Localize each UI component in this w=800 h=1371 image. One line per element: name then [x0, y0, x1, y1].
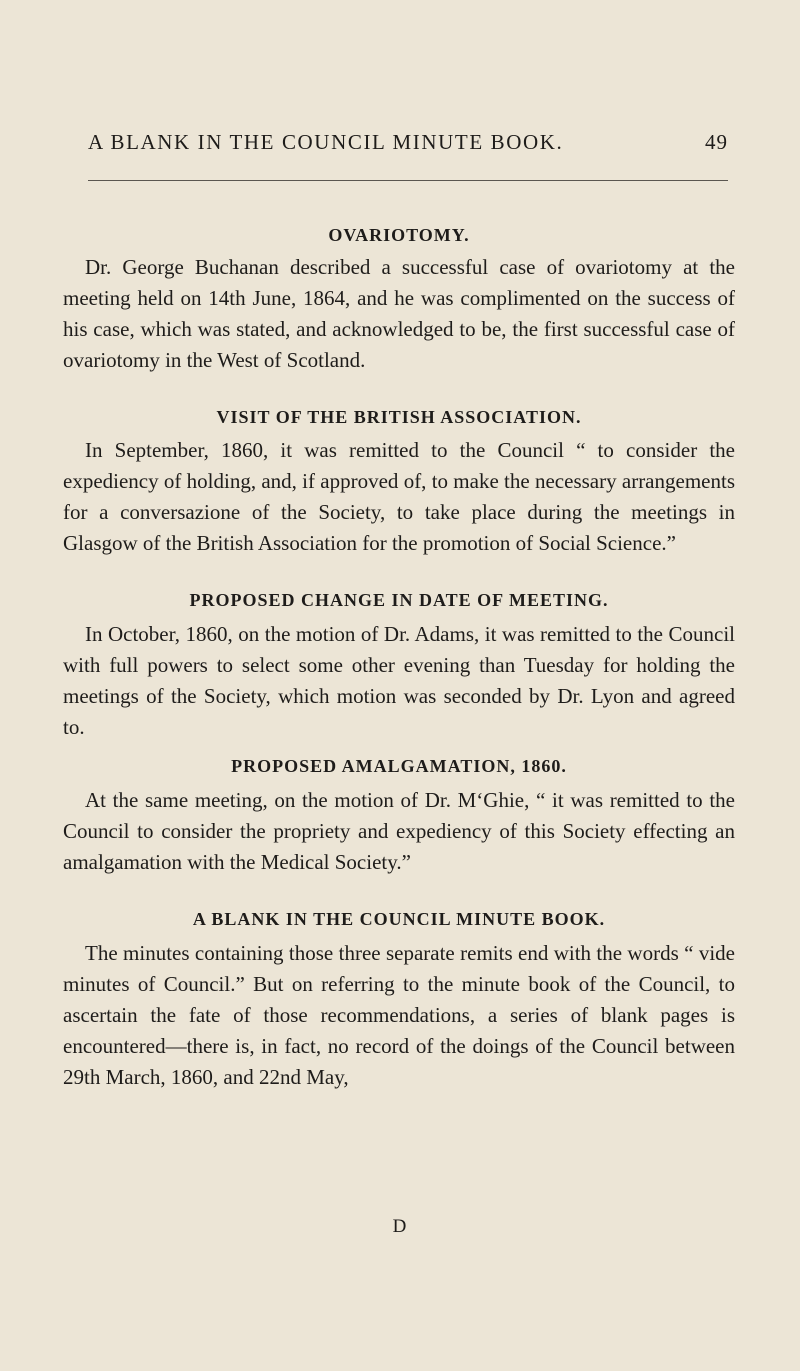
section-ovariotomy — [63, 222, 735, 376]
running-title: A BLANK IN THE COUNCIL MINUTE BOOK. — [88, 130, 564, 154]
section-blank-minute-book — [63, 906, 735, 1093]
signature-mark: D — [392, 1216, 408, 1237]
section-paragraph: In October, 1860, on the motion of Dr. Adams, it was remitted to the Council with full powers to select some other evening than Tuesday for holding the meetings of the Society, which motion was seconded by Dr. Lyon and agreed to. — [63, 622, 735, 739]
section-heading: VISIT OF THE BRITISH ASSOCIATION. — [216, 407, 582, 427]
running-head — [88, 126, 728, 168]
section-heading: A BLANK IN THE COUNCIL MINUTE BOOK. — [192, 909, 606, 929]
section-paragraph: Dr. George Buchanan described a successful case of ovariotomy at the meeting held on 14th June, 1864, and he was complimented on the success of his case, which was stated, and acknowledged to be, the first successful case of ovariotomy in the West of Scotland. — [63, 255, 735, 372]
section-amalgamation — [63, 753, 735, 878]
header-rule — [88, 180, 728, 181]
section-heading: PROPOSED CHANGE IN DATE OF MEETING. — [189, 590, 609, 610]
section-british-association — [63, 404, 735, 559]
page-number: 49 — [705, 130, 728, 154]
section-paragraph: In September, 1860, it was remitted to the Council “ to consider the expediency of holding, and, if approved of, to make the necessary arrangements for a conversazione of the Society, to take place during the meetings in Glasgow of the British Association for the promotion of Social Science.” — [63, 438, 735, 555]
section-heading: OVARIOTOMY. — [328, 225, 470, 245]
section-change-of-date — [63, 587, 735, 743]
body-text — [63, 222, 735, 1121]
section-paragraph: At the same meeting, on the motion of Dr. M‘Ghie, “ it was remitted to the Council to consider the propriety and expediency of this Society effecting an amalgamation with the Medical Society.” — [63, 788, 735, 874]
section-heading: PROPOSED AMALGAMATION, 1860. — [231, 756, 567, 776]
section-paragraph: The minutes containing those three separate remits end with the words “ vide minutes of Council.” But on referring to the minute book of the Council, to ascertain the fate of those recommendations, a series of blank pages is encountered—there is, in fact, no record of the doings of the Council between 29th March, 1860, and 22nd May, — [63, 941, 735, 1089]
